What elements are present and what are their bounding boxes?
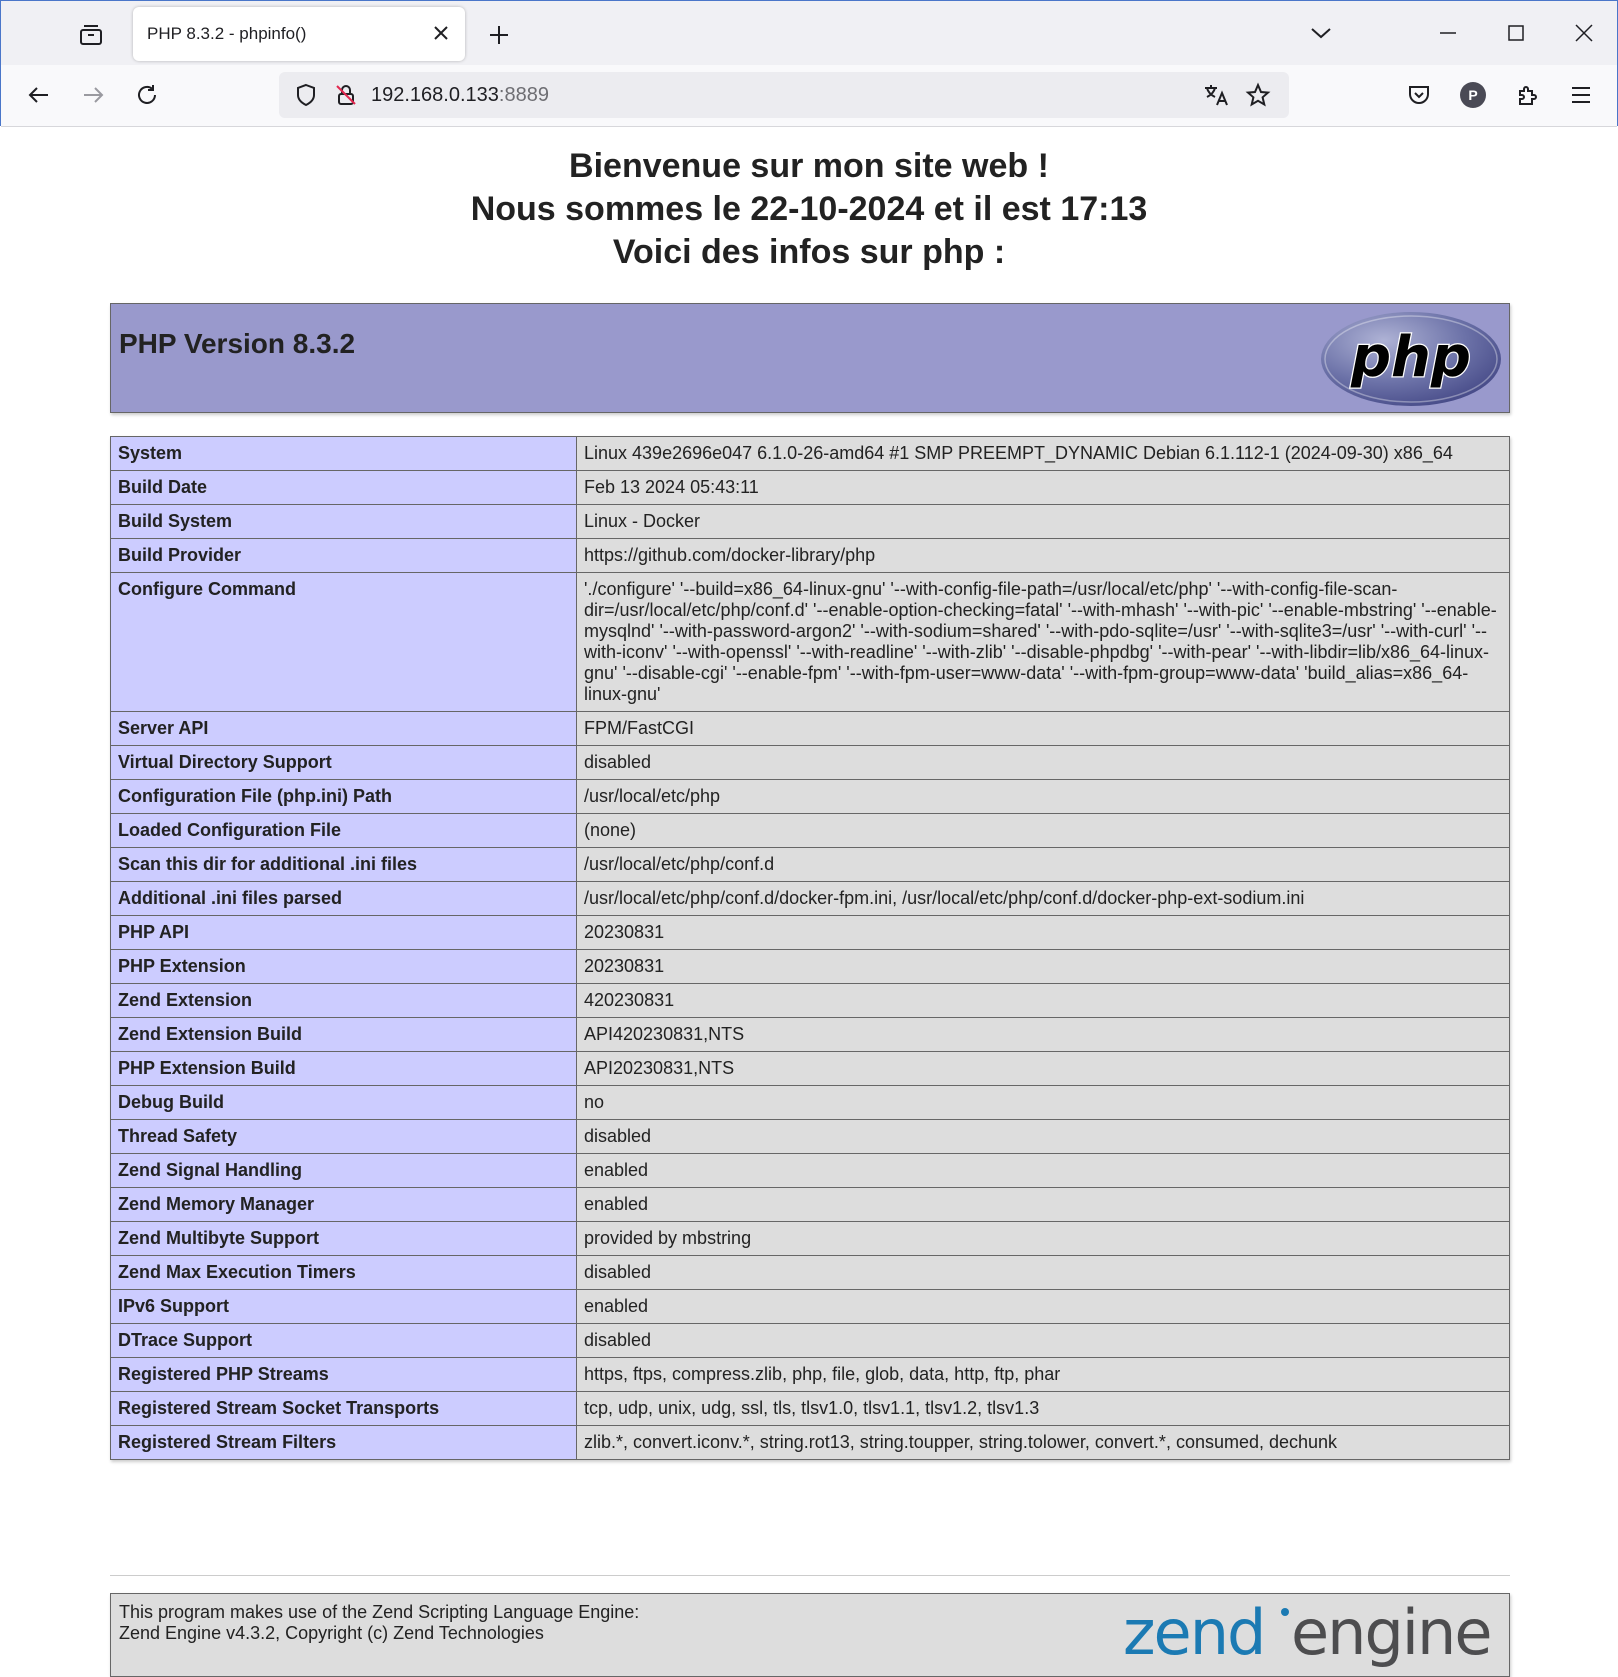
info-key: Build Provider xyxy=(111,539,577,573)
info-key: Thread Safety xyxy=(111,1120,577,1154)
plus-icon[interactable] xyxy=(477,13,521,57)
tab-title: PHP 8.3.2 - phpinfo() xyxy=(147,24,307,43)
info-key: Zend Memory Manager xyxy=(111,1188,577,1222)
star-icon[interactable] xyxy=(1241,78,1275,112)
heading-line-1: Bienvenue sur mon site web ! xyxy=(569,147,1049,185)
info-key: Registered Stream Filters xyxy=(111,1426,577,1460)
url-host: 192.168.0.133 xyxy=(371,84,499,106)
table-row xyxy=(111,1392,1510,1426)
table-row xyxy=(111,1426,1510,1460)
table-row xyxy=(111,1358,1510,1392)
table-row xyxy=(111,712,1510,746)
info-key: Debug Build xyxy=(111,1086,577,1120)
php-info-table xyxy=(110,436,1510,1460)
navigation-toolbar xyxy=(1,65,1617,127)
minimize-icon[interactable] xyxy=(1425,13,1471,53)
table-row xyxy=(111,1154,1510,1188)
table-row xyxy=(111,848,1510,882)
translate-icon[interactable] xyxy=(1199,78,1233,112)
info-value: zlib.*, convert.iconv.*, string.rot13, string.toupper, string.tolower, convert.*, consumed, dechunk xyxy=(577,1426,1510,1460)
info-key: PHP API xyxy=(111,916,577,950)
zend-engine-line-2: Zend Engine v4.3.2, Copyright (c) Zend Technologies xyxy=(119,1623,544,1643)
zend-engine-box xyxy=(110,1593,1510,1677)
info-key: System xyxy=(111,437,577,471)
php-version-title: PHP Version 8.3.2 xyxy=(119,328,356,359)
info-key: Zend Extension xyxy=(111,984,577,1018)
info-key: Zend Signal Handling xyxy=(111,1154,577,1188)
php-logo-icon[interactable] xyxy=(1319,310,1503,408)
info-value: enabled xyxy=(577,1188,1510,1222)
tab-list-icon[interactable] xyxy=(69,13,113,57)
close-icon[interactable] xyxy=(425,17,457,49)
table-row xyxy=(111,573,1510,712)
table-row xyxy=(111,882,1510,916)
php-logo-text: php xyxy=(1350,325,1472,390)
reload-icon[interactable] xyxy=(127,75,167,115)
info-key: Additional .ini files parsed xyxy=(111,882,577,916)
info-value: https, ftps, compress.zlib, php, file, glob, data, http, ftp, phar xyxy=(577,1358,1510,1392)
avatar: P xyxy=(1460,82,1486,108)
table-row xyxy=(111,1120,1510,1154)
info-value: disabled xyxy=(577,1120,1510,1154)
table-row xyxy=(111,437,1510,471)
info-value: disabled xyxy=(577,1256,1510,1290)
url-text[interactable] xyxy=(371,84,549,107)
info-value: 420230831 xyxy=(577,984,1510,1018)
table-row xyxy=(111,814,1510,848)
table-row xyxy=(111,1256,1510,1290)
page-viewport xyxy=(2,127,1616,1669)
table-row xyxy=(111,1324,1510,1358)
table-row xyxy=(111,780,1510,814)
table-row xyxy=(111,1086,1510,1120)
info-key: Configure Command xyxy=(111,573,577,712)
window-close-icon[interactable] xyxy=(1561,13,1607,53)
heading-line-3: Voici des infos sur php : xyxy=(612,233,1006,271)
info-value: disabled xyxy=(577,1324,1510,1358)
url-port: :8889 xyxy=(498,84,549,106)
info-key: Registered Stream Socket Transports xyxy=(111,1392,577,1426)
info-value: FPM/FastCGI xyxy=(577,712,1510,746)
table-row xyxy=(111,1222,1510,1256)
table-row xyxy=(111,471,1510,505)
info-key: Registered PHP Streams xyxy=(111,1358,577,1392)
php-version-header xyxy=(110,303,1510,413)
info-value: tcp, udp, unix, udg, ssl, tls, tlsv1.0, tlsv1.1, tlsv1.2, tlsv1.3 xyxy=(577,1392,1510,1426)
registered-mark-icon xyxy=(1281,1608,1289,1616)
info-value: Linux 439e2696e047 6.1.0-26-amd64 #1 SMP PREEMPT_DYNAMIC Debian 6.1.112-1 (2024-09-30) x86_64 xyxy=(577,437,1510,471)
phpinfo-container xyxy=(110,303,1510,1669)
info-key: Virtual Directory Support xyxy=(111,746,577,780)
shield-icon[interactable] xyxy=(289,78,323,112)
info-value: /usr/local/etc/php/conf.d/docker-fpm.ini, /usr/local/etc/php/conf.d/docker-php-ext-sodium.ini xyxy=(577,882,1510,916)
zend-engine-logo-icon[interactable] xyxy=(1123,1596,1503,1672)
zend-engine-line-1: This program makes use of the Zend Scripting Language Engine: xyxy=(119,1602,640,1622)
zend-logo-text-zend: zend xyxy=(1123,1596,1265,1669)
info-key: Configuration File (php.ini) Path xyxy=(111,780,577,814)
info-value: API420230831,NTS xyxy=(577,1018,1510,1052)
zend-logo-text-engine: engine xyxy=(1291,1596,1491,1669)
tab-active[interactable] xyxy=(133,7,465,61)
account-button[interactable] xyxy=(1453,75,1493,115)
info-value: https://github.com/docker-library/php xyxy=(577,539,1510,573)
info-key: Loaded Configuration File xyxy=(111,814,577,848)
heading-line-2: Nous sommes le 22-10-2024 et il est 17:13 xyxy=(470,190,1148,228)
pocket-icon[interactable] xyxy=(1399,75,1439,115)
info-key: Zend Max Execution Timers xyxy=(111,1256,577,1290)
chevron-down-icon[interactable] xyxy=(1299,13,1343,53)
info-table-body xyxy=(111,437,1510,1460)
welcome-heading xyxy=(2,145,1616,274)
info-value: provided by mbstring xyxy=(577,1222,1510,1256)
tab-strip xyxy=(1,1,1617,65)
info-key: PHP Extension xyxy=(111,950,577,984)
info-value: (none) xyxy=(577,814,1510,848)
table-row xyxy=(111,1052,1510,1086)
forward-arrow-icon[interactable] xyxy=(73,75,113,115)
info-value: 20230831 xyxy=(577,950,1510,984)
table-row xyxy=(111,984,1510,1018)
info-value: 20230831 xyxy=(577,916,1510,950)
maximize-icon[interactable] xyxy=(1493,13,1539,53)
table-row xyxy=(111,950,1510,984)
info-key: Build Date xyxy=(111,471,577,505)
info-value: /usr/local/etc/php/conf.d xyxy=(577,848,1510,882)
info-value: disabled xyxy=(577,746,1510,780)
info-value: './configure' '--build=x86_64-linux-gnu' '--with-config-file-path=/usr/local/etc/php' '--with-config-file-scan-dir=/usr/local/etc/php/conf.d' '--enable-option-checking=fatal' '--with-mhash' '--with-pic' '--enable-mbstring' '--enable-mysqlnd' '--with-password-argon2' '--with-sodium=shared' '--with-pdo-sqlite=/usr' '--with-sqlite3=/usr' '--with-curl' '--with-iconv' '--with-openssl' '--with-readline' '--with-zlib' '--disable-phpdbg' '--with-pear' '--with-libdir=lib/x86_64-linux-gnu' '--disable-cgi' '--enable-fpm' '--with-fpm-user=www-data' '--with-fpm-group=www-data' 'build_alias=x86_64-linux-gnu' xyxy=(577,573,1510,712)
info-value: /usr/local/etc/php xyxy=(577,780,1510,814)
info-value: enabled xyxy=(577,1290,1510,1324)
info-key: Build System xyxy=(111,505,577,539)
info-key: PHP Extension Build xyxy=(111,1052,577,1086)
puzzle-icon[interactable] xyxy=(1507,75,1547,115)
info-key: IPv6 Support xyxy=(111,1290,577,1324)
table-row xyxy=(111,539,1510,573)
table-row xyxy=(111,1188,1510,1222)
info-value: Linux - Docker xyxy=(577,505,1510,539)
hamburger-icon[interactable] xyxy=(1561,75,1601,115)
info-key: Server API xyxy=(111,712,577,746)
info-value: enabled xyxy=(577,1154,1510,1188)
table-row xyxy=(111,1018,1510,1052)
back-arrow-icon[interactable] xyxy=(19,75,59,115)
info-key: DTrace Support xyxy=(111,1324,577,1358)
insecure-lock-icon[interactable] xyxy=(329,78,363,112)
url-bar[interactable] xyxy=(279,72,1289,118)
info-key: Zend Extension Build xyxy=(111,1018,577,1052)
table-row xyxy=(111,746,1510,780)
info-value: API20230831,NTS xyxy=(577,1052,1510,1086)
info-value: no xyxy=(577,1086,1510,1120)
info-key: Scan this dir for additional .ini files xyxy=(111,848,577,882)
table-row xyxy=(111,1290,1510,1324)
info-key: Zend Multibyte Support xyxy=(111,1222,577,1256)
info-value: Feb 13 2024 05:43:11 xyxy=(577,471,1510,505)
table-row xyxy=(111,505,1510,539)
browser-chrome xyxy=(0,0,1618,126)
table-row xyxy=(111,916,1510,950)
page-divider xyxy=(110,1575,1510,1576)
